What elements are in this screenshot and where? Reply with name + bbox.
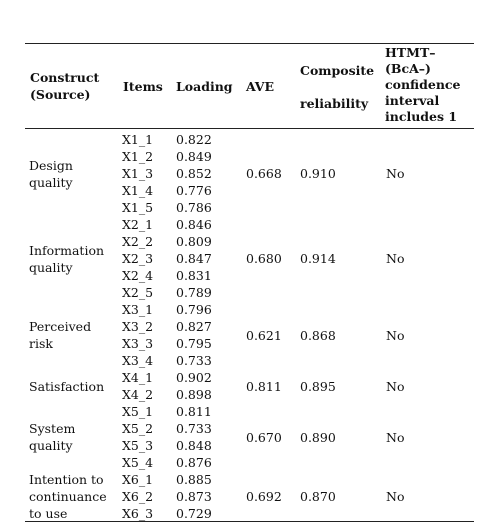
item-label: X2_5: [122, 285, 154, 300]
construct-name: quality: [29, 259, 73, 275]
item-loading: 0.811: [176, 404, 212, 419]
item-label: X2_4: [122, 268, 154, 283]
item-loading: 0.796: [176, 302, 212, 317]
composite-reliability-value: 0.914: [300, 251, 336, 266]
ave-value: 0.692: [246, 489, 282, 504]
composite-reliability-value: 0.890: [300, 429, 336, 445]
item-label: X2_3: [122, 251, 154, 266]
item-loading: 0.849: [176, 149, 212, 164]
htmt-value: No: [386, 251, 405, 266]
item-loading: 0.827: [176, 319, 212, 334]
construct-name: Design: [29, 157, 73, 173]
item-loading: 0.902: [176, 370, 212, 385]
item-label: X3_2: [122, 319, 154, 334]
ave-value: 0.668: [246, 166, 282, 181]
htmt-value: No: [386, 166, 405, 181]
item-label: X1_1: [122, 132, 154, 147]
item-label: X6_3: [122, 506, 154, 521]
header-htmt: HTMT–(BcA–) confidence interval includes 1: [385, 45, 461, 124]
construct-name: quality: [29, 174, 73, 190]
item-label: X1_2: [122, 149, 154, 164]
ave-value: 0.811: [246, 378, 282, 394]
ave-value: 0.621: [246, 327, 282, 343]
item-loading: 0.873: [176, 489, 212, 504]
item-loading: 0.847: [176, 251, 212, 266]
construct-name: Intention to: [29, 472, 104, 487]
item-label: X3_3: [122, 336, 154, 351]
header-ave: AVE: [246, 79, 275, 94]
item-label: X1_5: [122, 200, 154, 215]
item-label: X5_4: [122, 455, 154, 470]
item-loading: 0.822: [176, 132, 212, 147]
construct-name: Perceived: [29, 319, 92, 334]
item-label: X4_2: [122, 387, 154, 402]
htmt-value: No: [386, 327, 405, 343]
item-loading: 0.776: [176, 183, 212, 198]
item-label: X4_1: [122, 370, 154, 385]
construct-name: continuance: [29, 489, 107, 504]
header-items: Items: [123, 79, 163, 94]
item-loading: 0.831: [176, 268, 212, 283]
htmt-value: No: [386, 489, 405, 504]
construct-name: Information: [29, 242, 105, 258]
item-label: X5_3: [122, 438, 154, 453]
item-loading: 0.846: [176, 217, 212, 232]
item-label: X5_2: [122, 421, 154, 436]
item-loading: 0.729: [176, 506, 212, 521]
composite-reliability-value: 0.910: [300, 166, 336, 181]
htmt-value: No: [386, 378, 405, 394]
header-loading: Loading: [176, 79, 233, 94]
table-bottom-rule: [25, 521, 474, 522]
item-label: X6_1: [122, 472, 154, 487]
item-label: X3_1: [122, 302, 154, 317]
construct-name: to use: [29, 506, 68, 521]
item-loading: 0.795: [176, 336, 212, 351]
item-loading: 0.733: [176, 353, 212, 368]
table-top-rule: [25, 43, 474, 44]
item-label: X3_4: [122, 353, 154, 368]
ave-value: 0.680: [246, 251, 282, 266]
header-construct: Construct (Source): [30, 70, 100, 102]
item-label: X6_2: [122, 489, 154, 504]
item-label: X2_1: [122, 217, 154, 232]
construct-name: quality: [29, 438, 73, 453]
construct-name: Satisfaction: [29, 378, 105, 394]
item-loading: 0.885: [176, 472, 212, 487]
item-loading: 0.898: [176, 387, 212, 402]
ave-value: 0.670: [246, 429, 282, 445]
item-label: X1_3: [122, 166, 154, 181]
construct-name: risk: [29, 336, 53, 351]
htmt-value: No: [386, 429, 405, 445]
item-loading: 0.852: [176, 166, 212, 181]
header-composite-line1: Composite: [300, 63, 375, 78]
construct-name: System: [29, 421, 76, 436]
header-bottom-rule: [25, 128, 474, 129]
item-loading: 0.848: [176, 438, 212, 453]
composite-reliability-value: 0.870: [300, 489, 336, 504]
item-loading: 0.809: [176, 234, 212, 249]
header-composite-line2: reliability: [300, 96, 369, 111]
item-loading: 0.789: [176, 285, 212, 300]
item-label: X1_4: [122, 183, 154, 198]
composite-reliability-value: 0.868: [300, 327, 336, 343]
item-loading: 0.733: [176, 421, 212, 436]
item-label: X2_2: [122, 234, 154, 249]
item-loading: 0.786: [176, 200, 212, 215]
composite-reliability-value: 0.895: [300, 378, 336, 394]
item-loading: 0.876: [176, 455, 212, 470]
item-label: X5_1: [122, 404, 154, 419]
